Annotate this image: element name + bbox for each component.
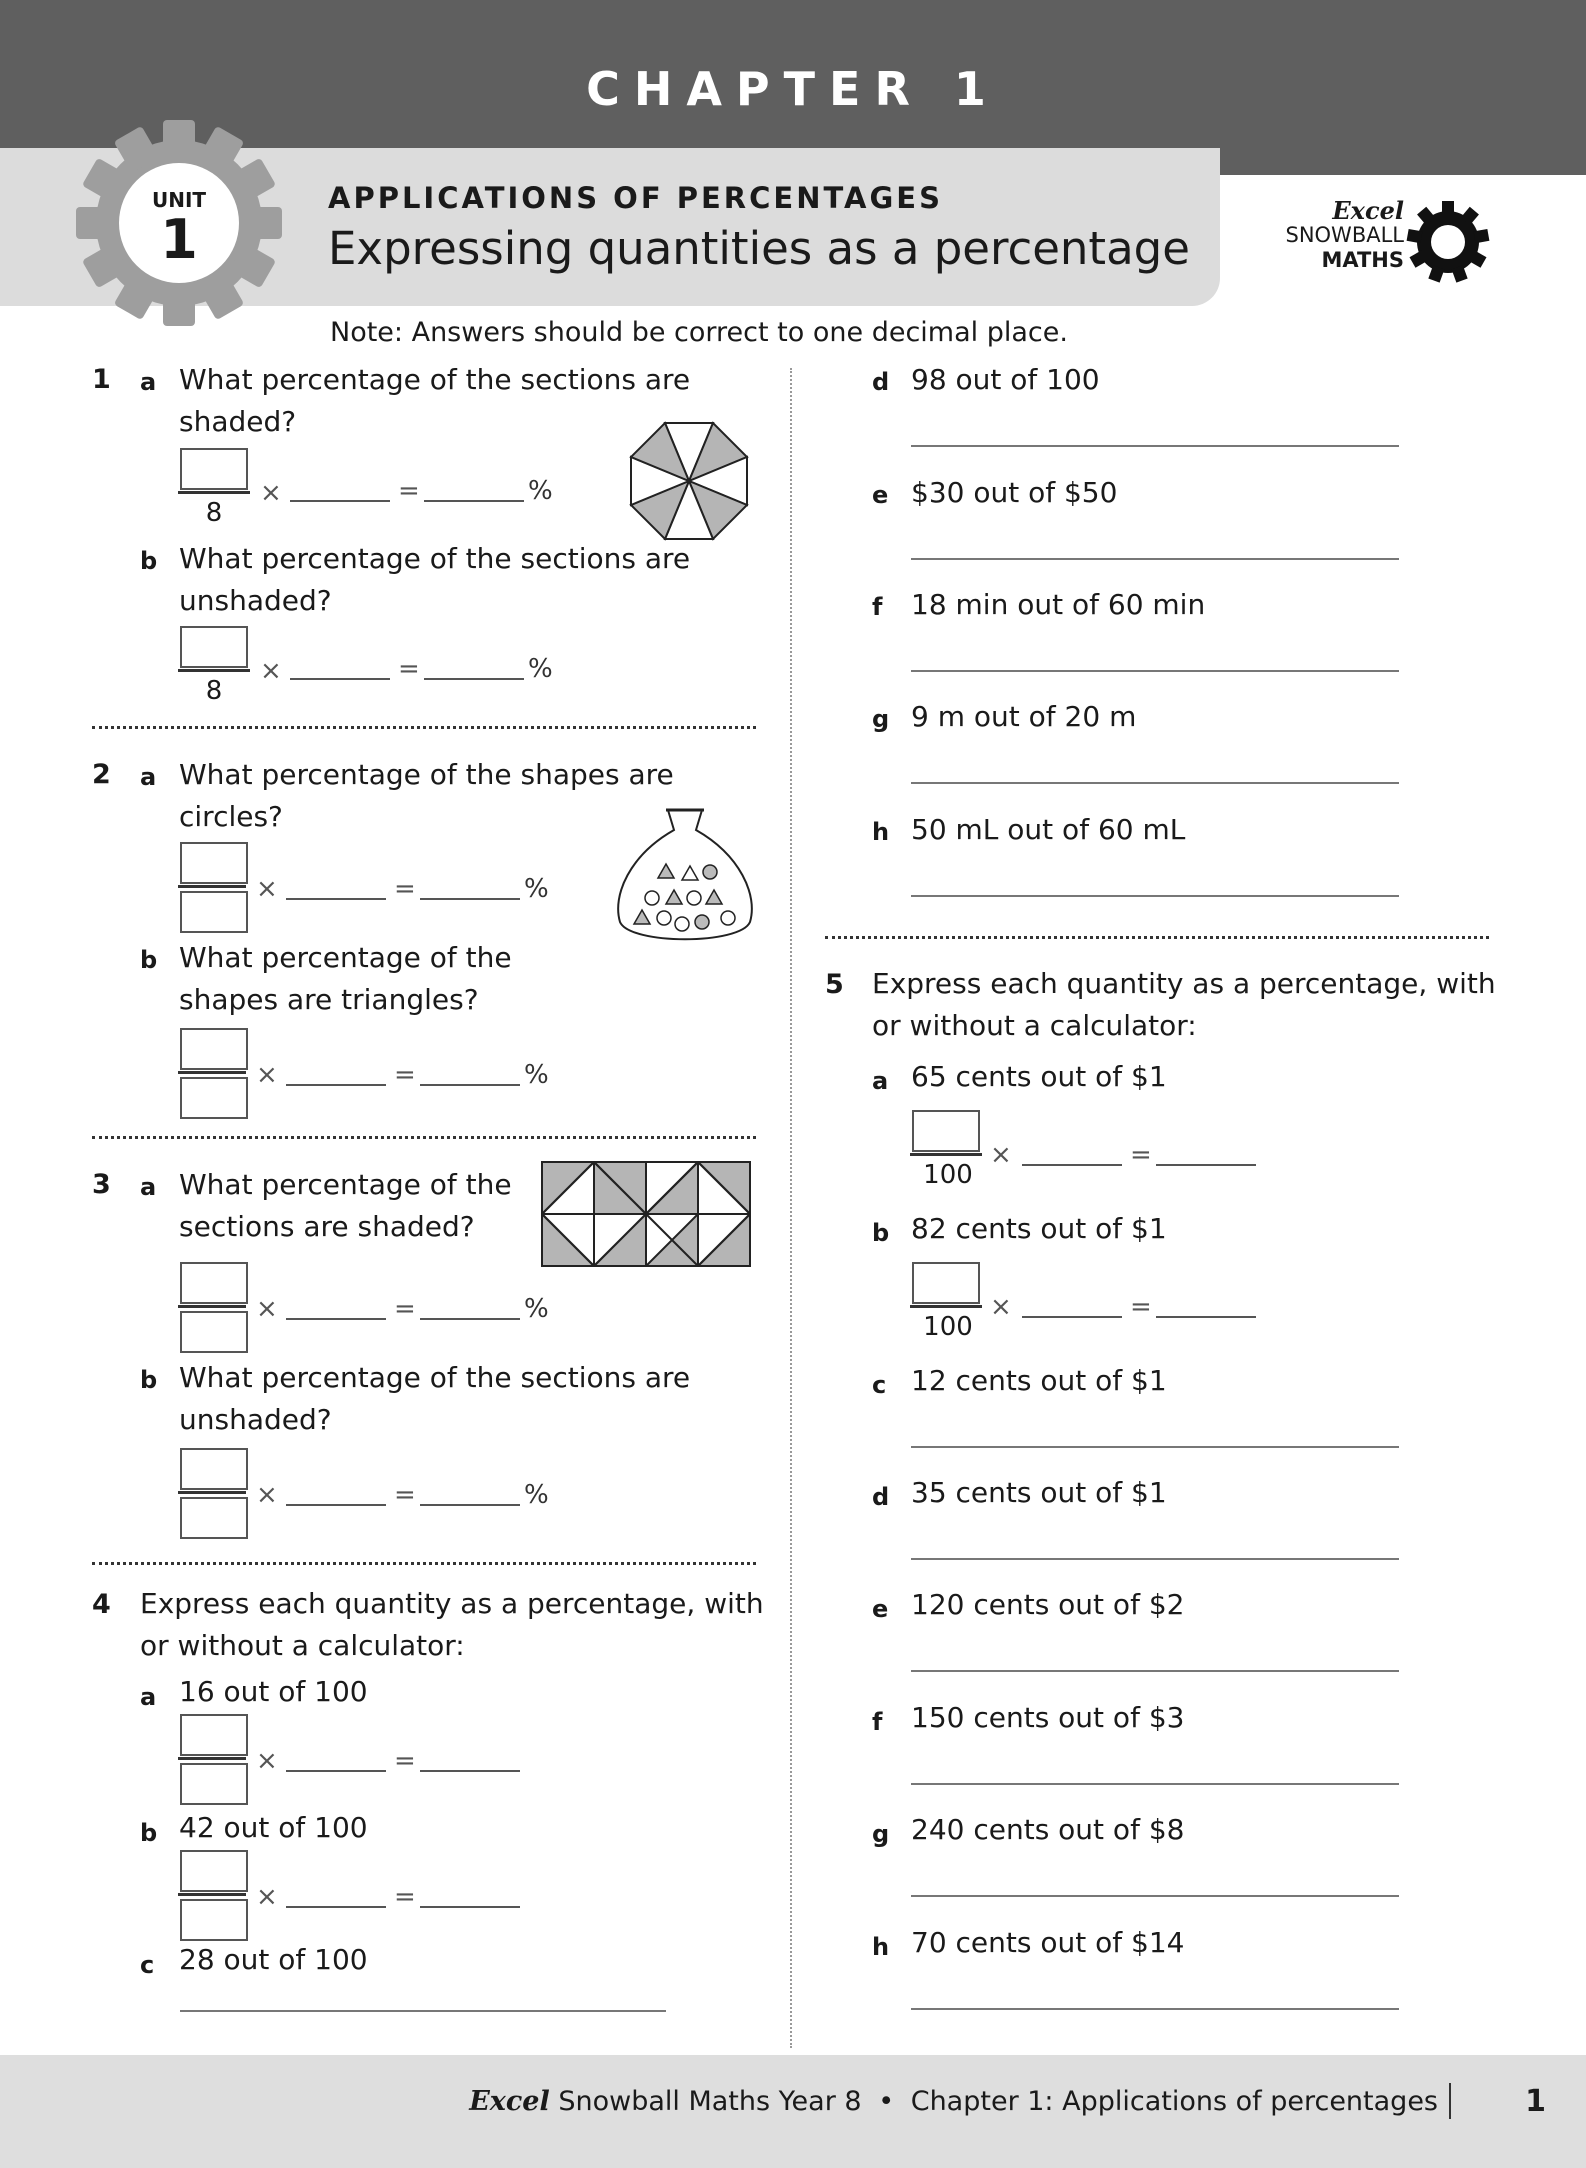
q1a-denominator: 8 [205,498,223,528]
q4f-text: 18 min out of 60 min [911,588,1206,621]
times-sign: × [990,1292,1012,1322]
q4a-denominator-input[interactable] [180,1763,248,1805]
equals-sign: = [394,1294,416,1324]
times-sign: × [260,478,282,508]
q2a-denominator-input[interactable] [180,891,248,933]
q1b-letter: b [140,547,158,575]
q3b-text-line1: What percentage of the sections are [179,1361,691,1394]
logo-gear-icon [1406,200,1490,284]
q2b-text-line1: What percentage of the [179,941,512,974]
q5c-letter: c [872,1371,887,1399]
q4b-numerator-input[interactable] [180,1850,248,1892]
q4h-answer-line[interactable] [911,895,1399,897]
times-sign: × [256,1882,278,1912]
fraction-bar [178,491,250,494]
q2-number: 2 [92,759,111,790]
q1b-text [179,538,690,622]
q5a-denominator: 100 [923,1160,973,1190]
q2b-numerator-input[interactable] [180,1028,248,1070]
q4c-answer-line[interactable] [180,2010,666,2012]
q1a-blank-1[interactable] [290,500,390,502]
times-sign: × [256,1480,278,1510]
fraction-bar [178,1071,246,1074]
q4-number: 4 [92,1589,111,1620]
q3b-numerator-input[interactable] [180,1448,248,1490]
q5b-numerator-input[interactable] [912,1262,980,1304]
q2b-blank-2[interactable] [420,1084,520,1086]
equals-sign: = [398,476,420,506]
q1a-letter: a [140,368,157,396]
q4f-answer-line[interactable] [911,670,1399,672]
equals-sign: = [394,1480,416,1510]
q4h-text: 50 mL out of 60 mL [911,813,1186,846]
triangle-grid-diagram [541,1161,753,1269]
footer-book: Snowball Maths Year 8 [558,2086,862,2117]
bag-of-shapes-diagram [610,800,760,950]
note: Note: Answers should be correct to one decimal place. [330,317,1068,348]
section-divider [92,1562,756,1565]
q3a-text [179,1164,512,1248]
octagon-diagram [626,418,752,544]
q1a-text-line2: shaded? [179,405,297,438]
percent-sign: % [524,1294,549,1324]
q3a-blank-1[interactable] [286,1318,386,1320]
q1b-text-line2: unshaded? [179,584,332,617]
q5a-blank-2[interactable] [1156,1164,1256,1166]
q2a-text-line2: circles? [179,800,283,833]
q4d-letter: d [872,368,890,396]
section-divider [825,936,1489,939]
q5c-text: 12 cents out of $1 [911,1364,1167,1397]
q2a-text [179,754,674,838]
q5h-answer-line[interactable] [911,2008,1399,2010]
section-divider [92,1136,756,1139]
q3-number: 3 [92,1169,111,1200]
q4c-letter: c [140,1951,155,1979]
q3b-text-line2: unshaded? [179,1403,332,1436]
q5a-numerator-input[interactable] [912,1110,980,1152]
chapter-title: CHAPTER 1 [586,62,1000,116]
fraction-bar [178,1893,246,1896]
times-sign: × [256,1294,278,1324]
equals-sign: = [1130,1140,1152,1170]
q3a-numerator-input[interactable] [180,1262,248,1304]
q4-intro-line2: or without a calculator: [140,1629,465,1662]
section-divider [92,726,756,729]
q5f-letter: f [872,1708,883,1736]
q5b-blank-2[interactable] [1156,1316,1256,1318]
times-sign: × [990,1140,1012,1170]
times-sign: × [256,1060,278,1090]
q3b-denominator-input[interactable] [180,1497,248,1539]
q5a-letter: a [872,1067,889,1095]
q2a-numerator-input[interactable] [180,842,248,884]
q4b-denominator-input[interactable] [180,1899,248,1941]
q3b-text [179,1357,690,1441]
column-divider [790,368,792,2048]
q3a-blank-2[interactable] [420,1318,520,1320]
q2a-blank-1[interactable] [286,898,386,900]
q5-number: 5 [825,969,844,1000]
q5b-blank-1[interactable] [1022,1316,1122,1318]
q2b-denominator-input[interactable] [180,1077,248,1119]
q5a-blank-1[interactable] [1022,1164,1122,1166]
q5e-answer-line[interactable] [911,1670,1399,1672]
unit-title: Expressing quantities as a percentage [328,222,1190,275]
q3a-text-line2: sections are shaded? [179,1210,475,1243]
percent-sign: % [524,874,549,904]
q5h-text: 70 cents out of $14 [911,1926,1185,1959]
equals-sign: = [1130,1292,1152,1322]
q4b-blank-1[interactable] [286,1906,386,1908]
fraction-bar [178,1305,246,1308]
percent-sign: % [524,1480,549,1510]
fraction-bar [178,1491,246,1494]
q5g-letter: g [872,1820,890,1848]
q2a-letter: a [140,763,157,791]
snowball-logo [1272,198,1404,273]
footer-brand: Excel [469,2086,550,2117]
q4c-text: 28 out of 100 [179,1943,368,1976]
q4e-letter: e [872,481,889,509]
q5h-letter: h [872,1933,890,1961]
q1-number: 1 [92,364,111,395]
q4a-text: 16 out of 100 [179,1675,368,1708]
times-sign: × [256,1746,278,1776]
q4g-letter: g [872,705,890,733]
q3a-text-line1: What percentage of the [179,1168,512,1201]
fraction-bar [178,885,246,888]
footer-divider [1449,2083,1451,2119]
q5-intro-line2: or without a calculator: [872,1009,1197,1042]
q3a-letter: a [140,1173,157,1201]
q4a-numerator-input[interactable] [180,1714,248,1756]
fraction-bar [178,1757,246,1760]
q4h-letter: h [872,818,890,846]
q4-intro-line1: Express each quantity as a percentage, with [140,1587,764,1620]
q5f-text: 150 cents out of $3 [911,1701,1185,1734]
equals-sign: = [394,874,416,904]
percent-sign: % [524,1060,549,1090]
q1a-text [179,359,690,443]
q2b-text [179,937,512,1021]
equals-sign: = [394,1882,416,1912]
q5a-text: 65 cents out of $1 [911,1060,1167,1093]
fraction-bar [910,1153,982,1156]
q4e-text: $30 out of $50 [911,476,1118,509]
q1b-numerator-input[interactable] [180,626,248,668]
q1b-text-line1: What percentage of the sections are [179,542,691,575]
q5g-answer-line[interactable] [911,1895,1399,1897]
unit-number: 1 [160,208,198,271]
q5b-text: 82 cents out of $1 [911,1212,1167,1245]
q1b-blank-1[interactable] [290,678,390,680]
q1b-denominator: 8 [205,676,223,706]
q5d-answer-line[interactable] [911,1558,1399,1560]
q5e-letter: e [872,1595,889,1623]
q1a-blank-2[interactable] [424,500,524,502]
q5d-text: 35 cents out of $1 [911,1476,1167,1509]
percent-sign: % [528,476,553,506]
q5-intro [872,963,1496,1047]
q2b-letter: b [140,946,158,974]
q2b-text-line2: shapes are triangles? [179,983,479,1016]
q3b-blank-1[interactable] [286,1504,386,1506]
q4g-text: 9 m out of 20 m [911,700,1137,733]
page-number: 1 [1525,2084,1546,2119]
q4a-blank-1[interactable] [286,1770,386,1772]
q5b-letter: b [872,1219,890,1247]
q4e-answer-line[interactable] [911,558,1399,560]
q5e-text: 120 cents out of $2 [911,1588,1185,1621]
equals-sign: = [394,1060,416,1090]
q5b-denominator: 100 [923,1312,973,1342]
q4b-blank-2[interactable] [420,1906,520,1908]
q3a-denominator-input[interactable] [180,1311,248,1353]
equals-sign: = [398,654,420,684]
fraction-bar [178,669,250,672]
q1b-blank-2[interactable] [424,678,524,680]
logo-maths: MATHS [1321,248,1404,272]
q5-intro-line1: Express each quantity as a percentage, with [872,967,1496,1000]
q5g-text: 240 cents out of $8 [911,1813,1185,1846]
q3b-letter: b [140,1366,158,1394]
unit-kicker: APPLICATIONS OF PERCENTAGES [328,181,943,215]
q1a-numerator-input[interactable] [180,448,248,490]
q4d-text: 98 out of 100 [911,363,1100,396]
q5c-answer-line[interactable] [911,1446,1399,1448]
q3b-blank-2[interactable] [420,1504,520,1506]
q4d-answer-line[interactable] [911,445,1399,447]
q4g-answer-line[interactable] [911,782,1399,784]
q4a-letter: a [140,1683,157,1711]
q2a-text-line1: What percentage of the shapes are [179,758,674,791]
q4b-text: 42 out of 100 [179,1811,368,1844]
percent-sign: % [528,654,553,684]
q2b-blank-1[interactable] [286,1084,386,1086]
q5d-letter: d [872,1483,890,1511]
q4f-letter: f [872,593,883,621]
q4a-blank-2[interactable] [420,1770,520,1772]
logo-snowball: SNOWBALL [1285,223,1404,247]
unit-label: UNIT [151,188,207,212]
q4-intro [140,1583,764,1667]
equals-sign: = [394,1746,416,1776]
footer-text [469,2086,1438,2117]
q1a-text-line1: What percentage of the sections are [179,363,691,396]
fraction-bar [910,1305,982,1308]
logo-excel: Excel [1332,196,1404,225]
q2a-blank-2[interactable] [420,898,520,900]
footer-bullet: • [878,2086,895,2117]
times-sign: × [260,656,282,686]
q4b-letter: b [140,1819,158,1847]
footer-chapter: Chapter 1: Applications of percentages [910,2086,1438,2117]
times-sign: × [256,874,278,904]
q5f-answer-line[interactable] [911,1783,1399,1785]
